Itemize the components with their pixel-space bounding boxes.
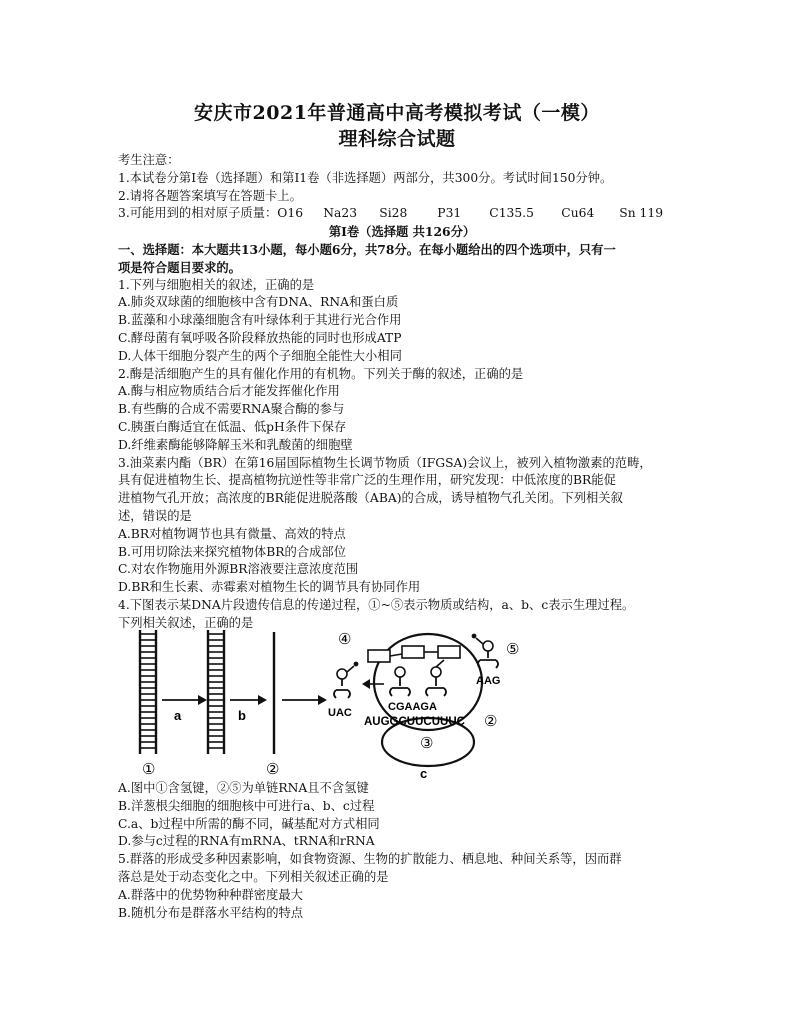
- label-1: ①: [142, 760, 156, 778]
- atomic-mass-line: [118, 205, 686, 223]
- exam-subtitle: 理科综合试题: [338, 128, 456, 150]
- section-instruction: 一、选择题：本大题共13小题，每小题6分，共78分。在每小题给出的四个选项中，只有一: [118, 241, 616, 257]
- question-stem: 下列相关叙述，正确的是: [118, 615, 254, 630]
- trna-released: [334, 662, 358, 698]
- question-stem: 4.下图表示某DNA片段遗传信息的传递过程，①~⑤表示物质或结构，a、b、c表示生理过程。: [118, 597, 635, 612]
- section-title: 第I卷（选择题 共126分）: [328, 224, 476, 240]
- trna-incoming: [472, 634, 498, 668]
- dna-double-strand: [140, 630, 156, 754]
- atomic-mass-na: Na23: [323, 206, 358, 221]
- question-option: C.胰蛋白酶适宜在低温、低pH条件下保存: [118, 419, 347, 434]
- question-stem: 落总是处于动态变化之中。下列相关叙述正确的是: [118, 869, 389, 884]
- label-5: ⑤: [506, 640, 520, 658]
- question-option: A.肺炎双球菌的细胞核中含有DNA、RNA和蛋白质: [118, 295, 399, 310]
- label-2: ②: [266, 760, 280, 778]
- mrna-sequence: AUGGCUUCUUUC: [364, 716, 465, 728]
- atomic-mass-si: Si28: [379, 206, 408, 221]
- polypeptide-chain: [368, 646, 460, 662]
- anticodon-text: CGAAGA: [388, 701, 437, 713]
- process-a-arrow: [162, 695, 207, 705]
- exam-content: [118, 152, 686, 633]
- question-option: B.有些酶的合成不需要RNA聚合酶的参与: [118, 402, 345, 417]
- question-stem: 5.群落的形成受多种因素影响，如食物资源、生物的扩散能力、栖息地、种间关系等，因而群: [118, 852, 622, 867]
- question-stem: 具有促进植物生长、提高植物抗逆性等非常广泛的生理作用，研究发现：中低浓度的BR能促: [118, 473, 616, 488]
- label-b: b: [238, 708, 246, 723]
- question-stem: 2.酶是活细胞产生的具有催化作用的有机物。下列关于酶的叙述，正确的是: [118, 366, 524, 381]
- question-option: D.纤维素酶能够降解玉米和乳酸菌的细胞壁: [118, 437, 353, 452]
- question-option: A.群落中的优势物种种群密度最大: [118, 887, 303, 902]
- question-option: C.对农作物施用外源BR溶液要注意浓度范围: [118, 562, 359, 577]
- atomic-mass-p: P31: [437, 206, 462, 221]
- label-a: a: [174, 708, 182, 723]
- process-b-arrow: [230, 695, 267, 705]
- question-stem: 进植物气孔开放；高浓度的BR能促进脱落酸（ABA)的合成，诱导植物气孔关闭。下列相关叙: [118, 491, 623, 506]
- atomic-mass-cl: C135.5: [489, 206, 534, 221]
- atomic-mass-o: O16: [277, 206, 304, 221]
- atomic-mass-sn: Sn 119: [619, 206, 664, 221]
- notice-item: 1.本试卷分第I卷（选择题）和第I1卷（非选择题）两部分，共300分。考试时间150分钟。: [118, 170, 613, 185]
- exam-content-continued: [118, 780, 686, 922]
- trna-in-ribosome: [390, 660, 446, 696]
- question-option: B.可用切除法来探究植物体BR的合成部位: [118, 544, 346, 559]
- question-option: A.酶与相应物质结合后才能发挥催化作用: [118, 384, 340, 399]
- notice-heading: 考生注意：: [118, 153, 180, 167]
- exam-title: 安庆市2021年普通高中高考模拟考试（一模）: [194, 102, 600, 124]
- gene-expression-figure: [118, 624, 598, 782]
- question-stem: 3.油菜素内酯（BR）在第16届国际植物生长调节物质（IFGSA)会议上，被列入植物激素的范畴，: [118, 455, 652, 470]
- dna-daughter-strand: [208, 630, 224, 754]
- codon-uac: UAC: [328, 707, 352, 719]
- label-c: c: [420, 766, 428, 781]
- label-3: ③: [420, 734, 434, 752]
- section-instruction: 项是符合题目要求的。: [118, 259, 241, 275]
- question-stem: 1.下列与细胞相关的叙述，正确的是: [118, 277, 315, 292]
- process-c-arrow: [282, 695, 327, 705]
- question-option: C.酵母菌有氧呼吸各阶段释放热能的同时也形成ATP: [118, 330, 402, 345]
- codon-aag: AAG: [476, 675, 501, 687]
- question-option: D.参与c过程的RNA有mRNA、tRNA和rRNA: [118, 834, 375, 849]
- question-option: B.蓝藻和小球藻细胞含有叶绿体利于其进行光合作用: [118, 313, 402, 328]
- atomic-mass-cu: Cu64: [561, 206, 595, 221]
- label-2b: ②: [484, 712, 498, 730]
- question-option: A.BR对植物调节也具有微量、高效的特点: [118, 526, 346, 541]
- question-option: D.BR和生长素、赤霉素对植物生长的调节具有协同作用: [118, 580, 421, 595]
- question-option: B.随机分布是群落水平结构的特点: [118, 905, 304, 920]
- question-option: C.a、b过程中所需的酶不同，碱基配对方式相同: [118, 816, 380, 831]
- question-stem: 述，错误的是: [118, 508, 192, 523]
- label-4: ④: [338, 630, 352, 648]
- question-option: B.洋葱根尖细胞的细胞核中可进行a、b、c过程: [118, 798, 375, 813]
- question-option: A.图中①含氢键，②⑤为单链RNA且不含氢键: [118, 781, 369, 795]
- question-option: D.人体干细胞分裂产生的两个子细胞全能性大小相同: [118, 348, 402, 363]
- notice-item: 2.请将各题答案填写在答题卡上。: [118, 188, 302, 203]
- atomic-mass-label: 3.可能用到的相对原子质量：: [118, 206, 278, 221]
